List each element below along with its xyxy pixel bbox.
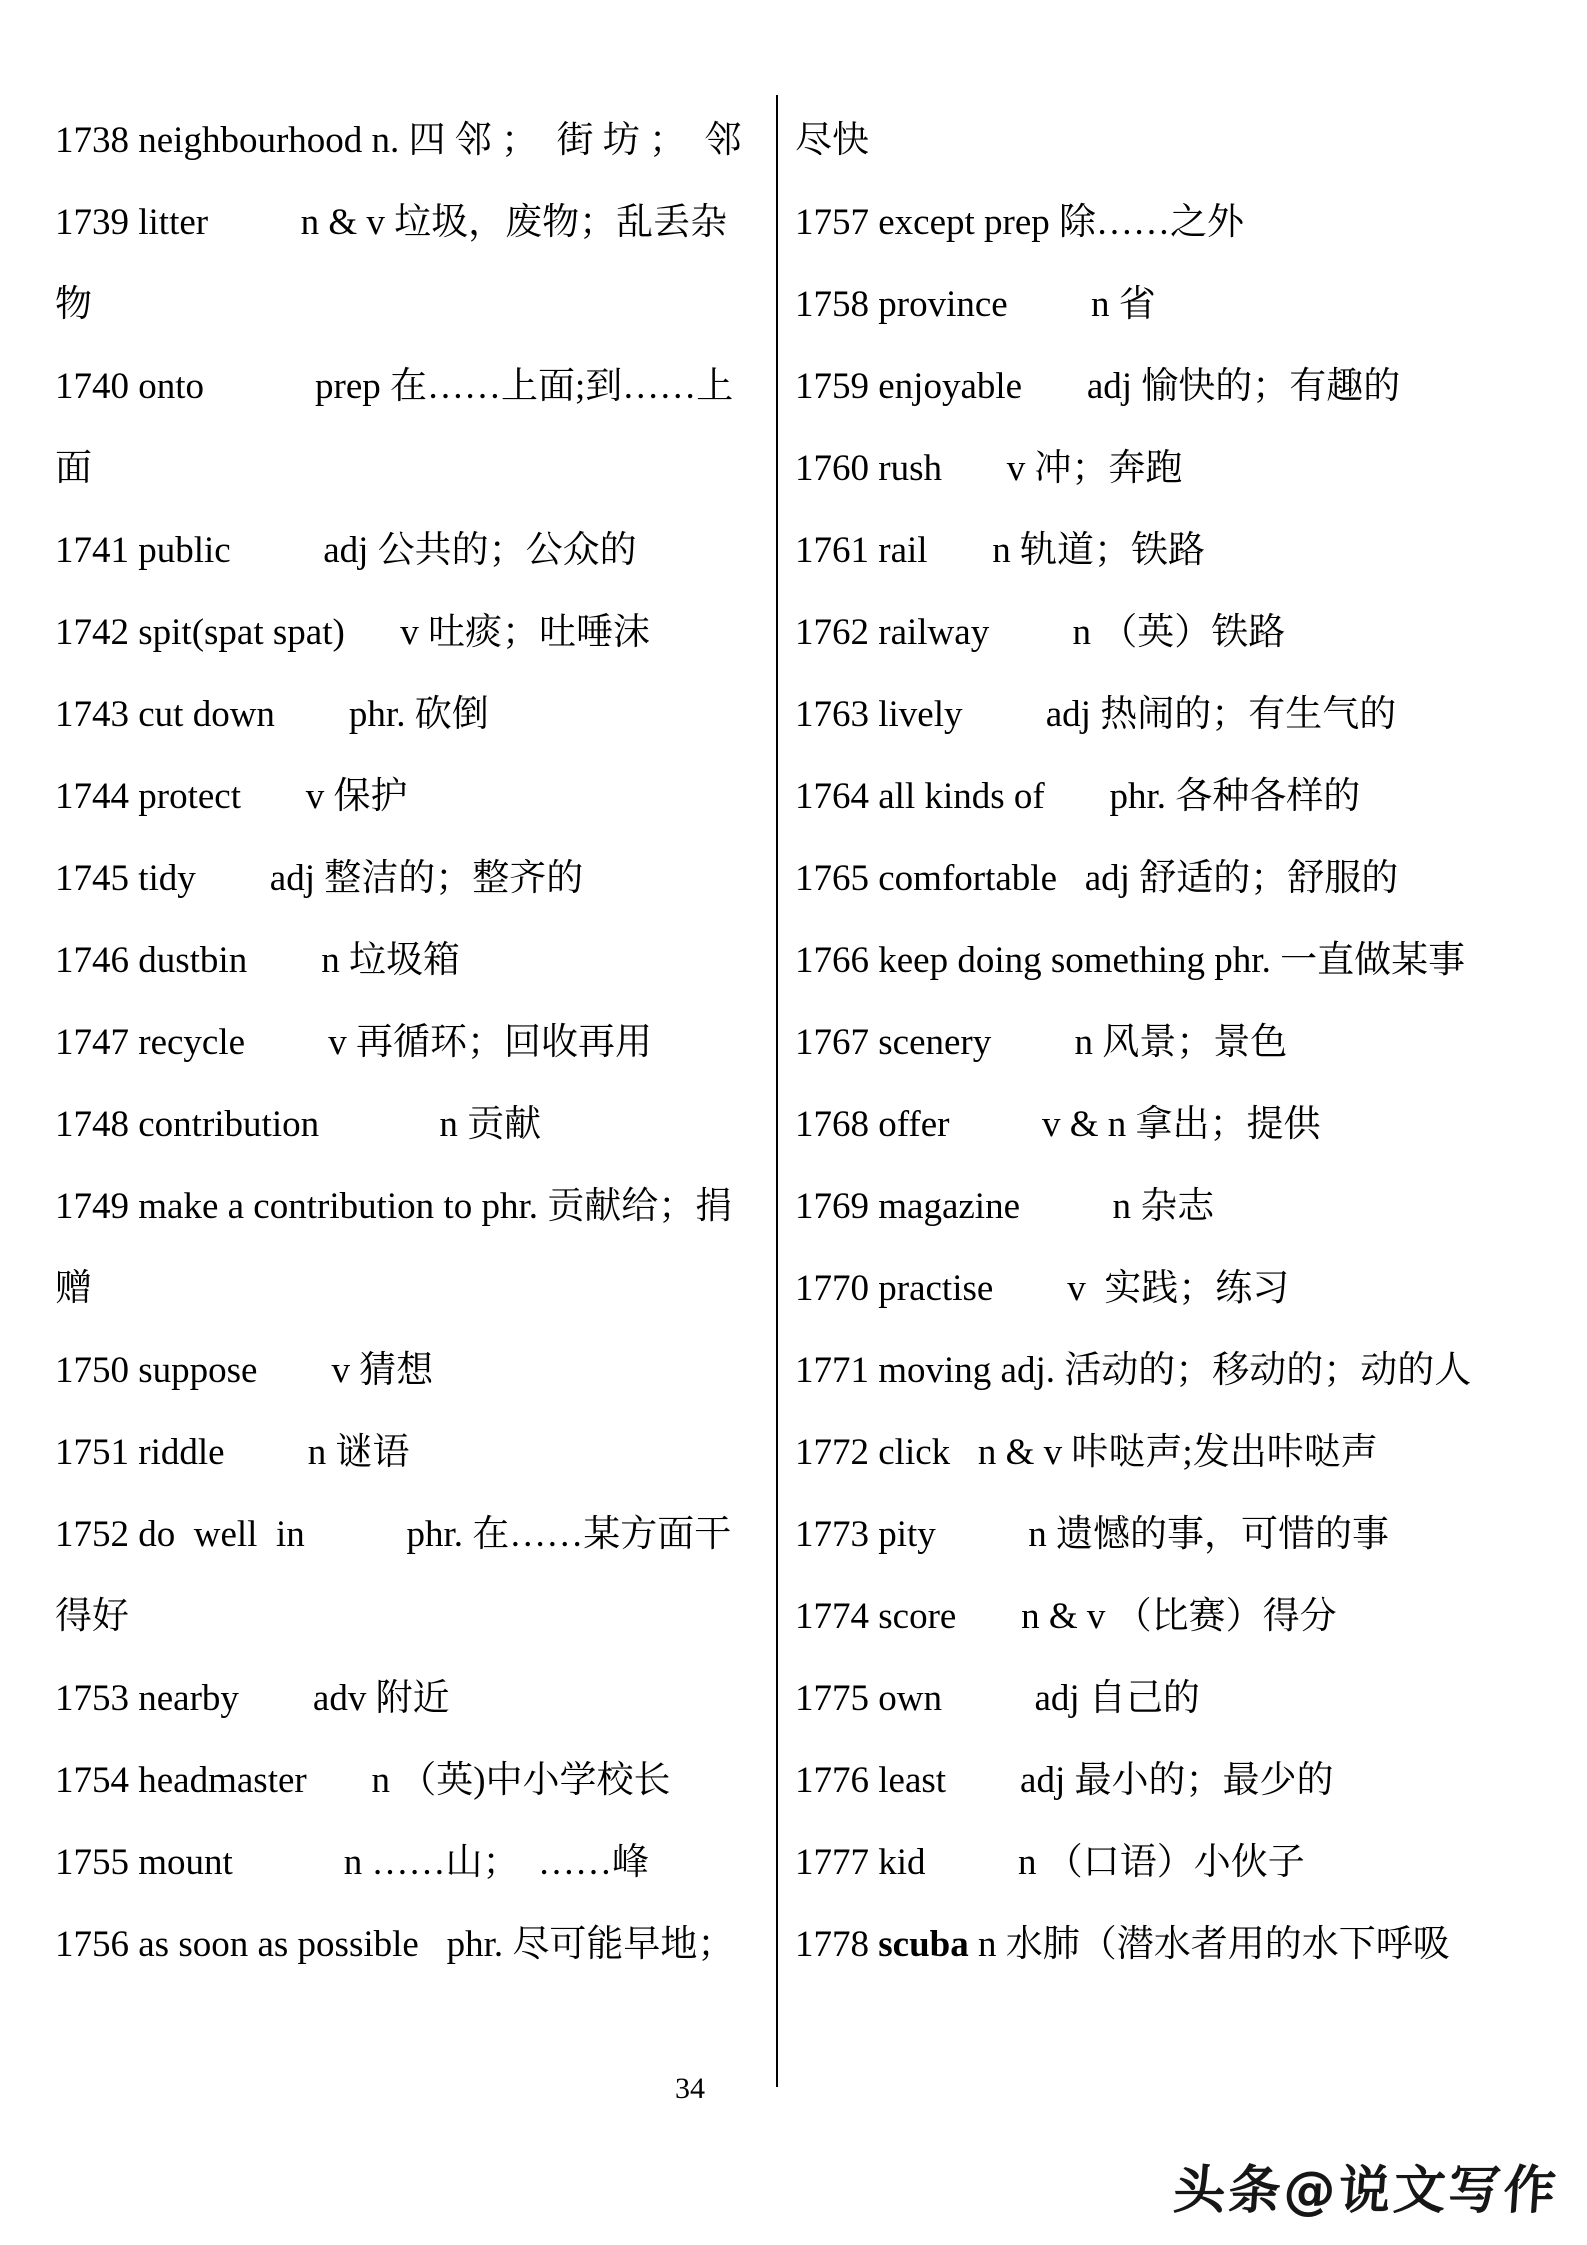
vocab-line	[55, 264, 760, 346]
vocab-text: 1740 onto prep 在……上面;到……上	[55, 366, 734, 407]
vocab-line	[55, 1576, 760, 1658]
vocab-line	[55, 1002, 760, 1084]
vocab-text: 1773 pity n 遗憾的事，可惜的事	[795, 1514, 1390, 1555]
vocab-text: 1768 offer v & n 拿出；提供	[795, 1104, 1321, 1145]
vocab-line	[795, 1740, 1575, 1822]
vocab-text: 1744 protect v 保护	[55, 776, 408, 817]
vocab-text: 1772 click n & v 咔哒声;发出咔哒声	[795, 1432, 1378, 1473]
vocab-line	[55, 1904, 760, 1986]
vocab-text: 物	[55, 284, 92, 325]
vocab-text: n 水肺（潜水者用的水下呼吸	[968, 1924, 1450, 1965]
vocab-text: 1763 lively adj 热闹的；有生气的	[795, 694, 1397, 735]
vocab-line	[795, 100, 1575, 182]
vocab-text: 1746 dustbin n 垃圾箱	[55, 940, 460, 981]
vocab-text: 1760 rush v 冲；奔跑	[795, 448, 1183, 489]
vocab-line	[795, 920, 1575, 1002]
vocab-text: 1777 kid n （口语）小伙子	[795, 1842, 1305, 1883]
vocab-text: 1755 mount n ……山； ……峰	[55, 1842, 650, 1883]
vocab-text: 1759 enjoyable adj 愉快的；有趣的	[795, 366, 1401, 407]
column-divider	[776, 95, 778, 2087]
vocab-line	[795, 756, 1575, 838]
vocab-line	[795, 1658, 1575, 1740]
vocab-line	[55, 592, 760, 674]
vocab-text: 1748 contribution n 贡献	[55, 1104, 542, 1145]
vocab-line	[795, 1576, 1575, 1658]
vocab-line	[55, 1494, 760, 1576]
vocab-text: 1739 litter n & v 垃圾，废物；乱丢杂	[55, 202, 728, 243]
vocab-text: 1741 public adj 公共的；公众的	[55, 530, 637, 571]
vocab-text: 尽快	[795, 120, 869, 161]
vocab-line	[795, 674, 1575, 756]
vocab-text: 1778	[795, 1924, 879, 1965]
vocab-text: 1752 do well in phr. 在……某方面干	[55, 1514, 732, 1555]
vocab-line	[55, 1658, 760, 1740]
vocab-line	[55, 346, 760, 428]
vocab-text: 1751 riddle n 谜语	[55, 1432, 410, 1473]
vocab-line	[55, 838, 760, 920]
vocab-line	[795, 264, 1575, 346]
vocab-text: 1769 magazine n 杂志	[795, 1186, 1215, 1227]
vocab-line	[795, 592, 1575, 674]
vocab-text: 1771 moving adj. 活动的；移动的；动的人	[795, 1350, 1472, 1391]
vocab-line	[795, 1248, 1575, 1330]
vocab-line	[795, 838, 1575, 920]
vocab-line	[55, 674, 760, 756]
vocab-line	[55, 428, 760, 510]
vocab-text: 面	[55, 448, 92, 489]
vocab-text: 1765 comfortable adj 舒适的；舒服的	[795, 858, 1399, 899]
vocab-text: 1743 cut down phr. 砍倒	[55, 694, 489, 735]
vocab-word-bold: scuba	[878, 1924, 969, 1965]
vocab-text: 1761 rail n 轨道；铁路	[795, 530, 1206, 571]
vocab-text: 1757 except prep 除……之外	[795, 202, 1245, 243]
vocab-text: 1775 own adj 自己的	[795, 1678, 1200, 1719]
right-column	[795, 100, 1575, 1986]
vocab-line	[55, 1822, 760, 1904]
vocab-line	[795, 1494, 1575, 1576]
vocab-text: 1745 tidy adj 整洁的；整齐的	[55, 858, 584, 899]
vocab-text: 1776 least adj 最小的；最少的	[795, 1760, 1334, 1801]
vocab-line	[55, 1740, 760, 1822]
vocab-line	[795, 182, 1575, 264]
vocab-text: 1767 scenery n 风景；景色	[795, 1022, 1288, 1063]
vocab-line	[55, 1166, 760, 1248]
vocab-line	[55, 182, 760, 264]
vocab-text: 1766 keep doing something phr. 一直做某事	[795, 940, 1466, 981]
vocab-line	[795, 1904, 1575, 1986]
vocab-line	[55, 756, 760, 838]
page-number: 34	[675, 2072, 705, 2105]
vocab-text: 1753 nearby adv 附近	[55, 1678, 450, 1719]
vocab-line	[55, 1412, 760, 1494]
vocab-line	[55, 1330, 760, 1412]
vocab-text: 1742 spit(spat spat) v 吐痰；吐唾沫	[55, 612, 651, 653]
vocab-line	[795, 1412, 1575, 1494]
vocab-text: 得好	[55, 1596, 129, 1637]
vocab-line	[795, 1084, 1575, 1166]
vocab-line	[795, 428, 1575, 510]
vocab-text: 1754 headmaster n （英)中小学校长	[55, 1760, 671, 1801]
vocab-text: 1758 province n 省	[795, 284, 1156, 325]
vocab-text: 1774 score n & v （比赛）得分	[795, 1596, 1337, 1637]
vocab-line	[55, 100, 760, 182]
vocab-text: 1738 neighbourhood n. 四 邻 ； 街 坊 ； 邻	[55, 120, 742, 161]
vocab-text: 1770 practise v 实践；练习	[795, 1268, 1290, 1309]
vocab-text: 1762 railway n （英）铁路	[795, 612, 1286, 653]
vocab-line	[795, 1822, 1575, 1904]
vocab-text: 1756 as soon as possible phr. 尽可能早地；	[55, 1924, 735, 1965]
vocab-text: 1750 suppose v 猜想	[55, 1350, 434, 1391]
vocab-line	[795, 1002, 1575, 1084]
vocab-text: 1747 recycle v 再循环；回收再用	[55, 1022, 653, 1063]
vocab-line	[55, 920, 760, 1002]
vocab-line	[55, 1084, 760, 1166]
vocab-line	[795, 1166, 1575, 1248]
vocab-line	[795, 346, 1575, 428]
vocab-text: 1749 make a contribution to phr. 贡献给；捐	[55, 1186, 733, 1227]
vocab-text: 1764 all kinds of phr. 各种各样的	[795, 776, 1361, 817]
vocab-line	[795, 510, 1575, 592]
vocab-line	[795, 1330, 1575, 1412]
vocab-line	[55, 1248, 760, 1330]
vocab-line	[55, 510, 760, 592]
watermark: 头条@说文写作	[1171, 2161, 1561, 2221]
vocab-text: 赠	[55, 1268, 92, 1309]
left-column	[55, 100, 760, 1986]
